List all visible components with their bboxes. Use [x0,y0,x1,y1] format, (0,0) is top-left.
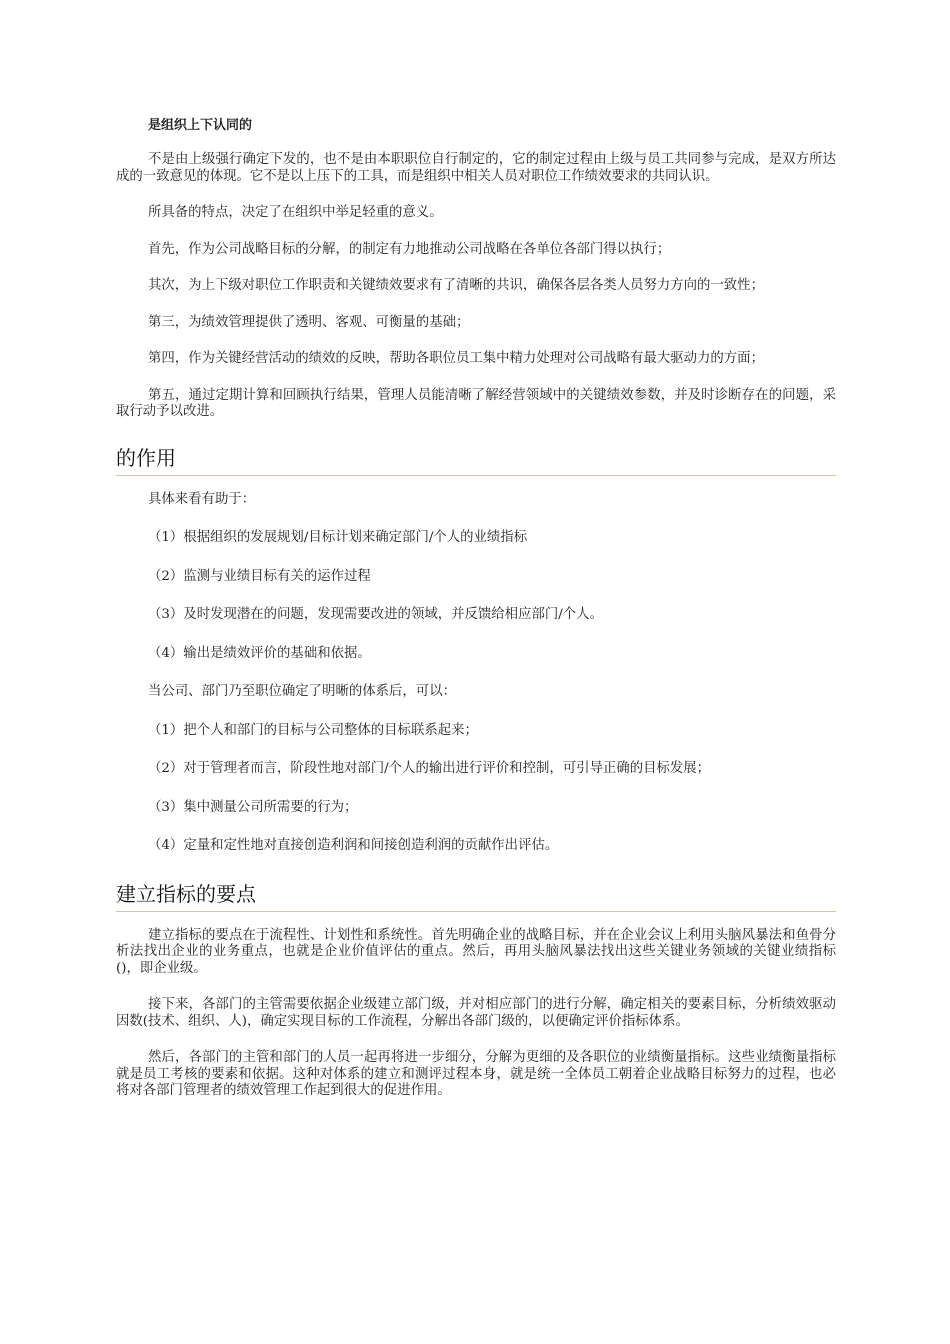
section-title-role: 的作用 [116,445,836,476]
list-item: （1）把个人和部门的目标与公司整体的目标联系起来； [148,722,478,738]
section-heading-consensus: 是组织上下认同的 [148,118,253,133]
paragraph: 其次，为上下级对职位工作职责和关键绩效要求有了清晰的共识，确保各层各类人员努力方向的一致性； [148,278,764,293]
list-item: （2）监测与业绩目标有关的运作过程 [148,568,371,584]
paragraph: 第三，为绩效管理提供了透明、客观、可衡量的基础； [148,314,470,330]
paragraph: 当公司、部门乃至职位确定了明晰的体系后，可以： [148,684,456,699]
paragraph: 首先，作为公司战略目标的分解，的制定有力地推动公司战略在各单位各部门得以执行； [148,241,671,257]
paragraph: 建立指标的要点在于流程性、计划性和系统性。首先明确企业的战略目标，并在企业会议上利用头脑风暴法和鱼骨分析法找出企业的业务重点，也就是企业价值评估的重点。然后，再用头脑风暴法找出这些关键业务领域的关键业绩指标()，即企业级。 [116,927,836,976]
list-item: （4）定量和定性地对直接创造利润和间接创造利润的贡献作出评估。 [148,838,559,853]
list-item: （2）对于管理者而言，阶段性地对部门/个人的输出进行评价和控制，可引导正确的目标发展； [148,761,711,776]
paragraph: 具体来看有助于： [148,491,256,507]
paragraph: 接下来，各部门的主管需要依据企业级建立部门级，并对相应部门的进行分解，确定相关的要素目标，分析绩效驱动因数(技术、组织、人)，确定实现目标的工作流程，分解出各部门级的，以便确定评价指标体系。 [116,997,836,1029]
paragraph: 然后，各部门的主管和部门的人员一起再将进一步细分，分解为更细的及各职位的业绩衡量指标。这些业绩衡量指标就是员工考核的要素和依据。这种对体系的建立和测评过程本身，就是统一全体员工朝着企业战略目标努力的过程，也必将对各部门管理者的绩效管理工作起到很大的促进作用。 [116,1050,836,1098]
list-item: （3）及时发现潜在的问题，发现需要改进的领域，并反馈给相应部门/个人。 [148,607,603,622]
list-item: （3）集中测量公司所需要的行为； [148,799,358,815]
list-item: （1）根据组织的发展规划/目标计划来确定部门/个人的业绩指标 [148,530,528,545]
paragraph: 所具备的特点，决定了在组织中举足轻重的意义。 [148,205,443,220]
document-page [116,116,836,1100]
paragraph: 第四，作为关键经营活动的绩效的反映，帮助各职位员工集中精力处理对公司战略有最大驱动力的方面； [148,351,764,366]
paragraph: 不是由上级强行确定下发的，也不是由本职职位自行制定的，它的制定过程由上级与员工共同参与完成，是双方所达成的一致意见的体现。它不是以上压下的工具，而是组织中相关人员对职位工作绩效要求的共同认识。 [116,152,836,184]
section-title-key-points: 建立指标的要点 [116,881,836,912]
list-item: （4）输出是绩效评价的基础和依据。 [148,645,371,661]
paragraph: 第五，通过定期计算和回顾执行结果，管理人员能清晰了解经营领域中的关键绩效参数，并及时诊断存在的问题，采取行动予以改进。 [116,387,836,419]
